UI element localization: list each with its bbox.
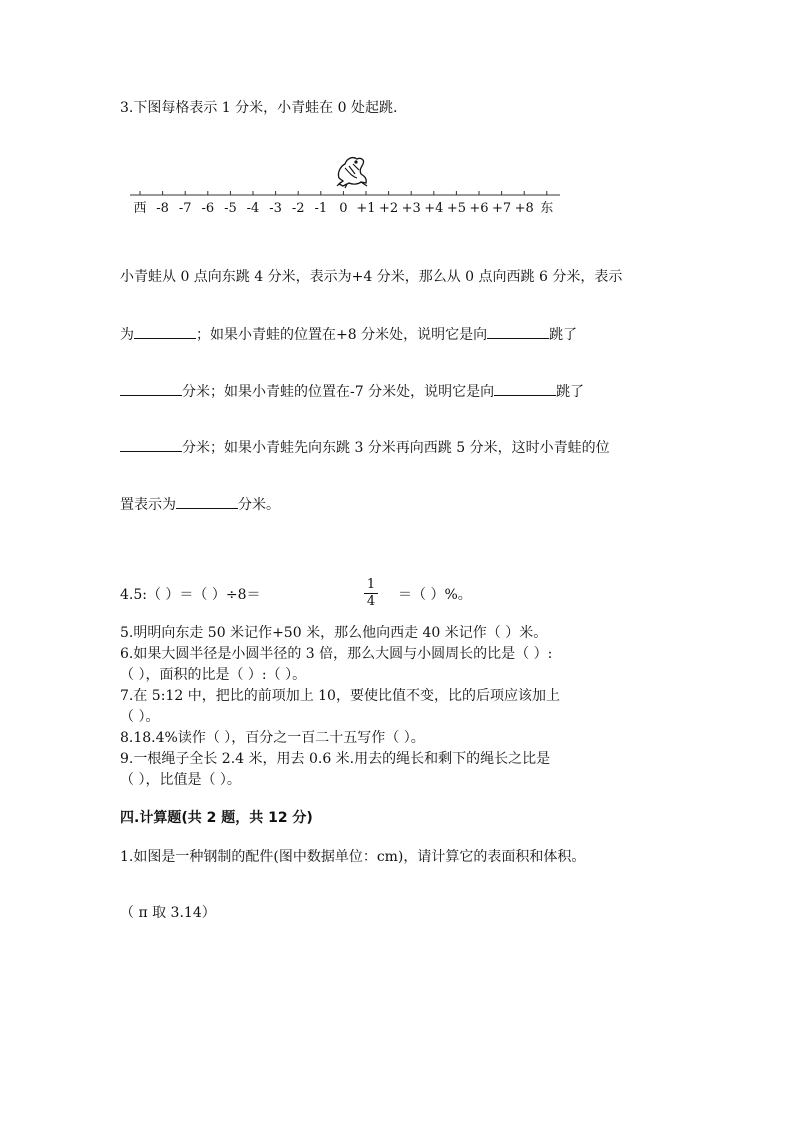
number-line-label: -6 [201,201,215,216]
q3-line4 [120,438,610,457]
section-heading: 四.计算题(共 2 题，共 12 分) [120,810,313,826]
q3-line3-end: 跳了 [556,384,585,400]
frog-icon [337,158,367,188]
q3-line5-start: 置表示为 [120,497,176,513]
calc-q1: 1.如图是一种钢制的配件(图中数据单位：cm)，请计算它的表面积和体积。 [120,849,586,865]
fraction-one-quarter [364,578,378,609]
number-line-label: 西 [133,201,147,216]
number-line-label: -5 [224,201,237,216]
number-line-label: -1 [314,201,328,216]
q5: 5.明明向东走 50 米记作+50 米，那么他向西走 40 米记作（ ）米。 [120,625,548,641]
answer-blank-3[interactable] [120,382,182,396]
number-line-label: -2 [291,201,305,216]
q3-line4-text: 分米；如果小青蛙先向东跳 3 分米再向西跳 5 分米，这时小青蛙的位 [182,440,610,456]
number-line-label: +4 [424,201,444,216]
number-line-label: -3 [269,201,282,216]
number-line-label: +6 [469,201,489,216]
q3-line2 [120,325,577,344]
q3-line2-start: 为 [120,327,134,343]
q7-line2: （ ）。 [120,709,160,725]
q3-line3-mid: 分米；如果小青蛙的位置在-7 分米处，说明它是向 [182,384,495,400]
q3-line5 [120,495,280,514]
number-line-label: 东 [540,201,554,216]
q3-line5-end: 分米。 [238,497,280,513]
q7-line1: 7.在 5:12 中，把比的前项加上 10，要使比值不变，比的后项应该加上 [120,688,560,704]
q3-line1: 小青蛙从 0 点向东跳 4 分米，表示为+4 分米，那么从 0 点向西跳 6 分米，表示 [120,269,623,285]
number-line-label: +3 [401,201,421,216]
fraction-denominator: 4 [366,594,376,609]
number-line-label: +1 [356,201,376,216]
q3-line3 [120,382,584,401]
number-line-label: -7 [178,201,192,216]
q4-part2: ＝（ ）%。 [398,587,472,603]
answer-blank-2[interactable] [487,325,549,339]
q3-intro: 3.下图每格表示 1 分米，小青蛙在 0 处起跳. [120,100,398,116]
q4-part1: 4.5:（ ）＝（ ）÷8＝ [120,587,261,603]
fraction-numerator: 1 [366,577,376,592]
answer-blank-1[interactable] [134,325,196,339]
number-line-label: +2 [379,201,399,216]
q3-line2-mid: ；如果小青蛙的位置在+8 分米处，说明它是向 [196,327,488,343]
number-line-label: +8 [514,201,534,216]
number-line-label: +7 [492,201,512,216]
q9-line2: （ ），比值是（ ）。 [120,772,241,788]
answer-blank-4[interactable] [494,382,556,396]
answer-blank-5[interactable] [120,438,182,452]
calc-q1-note: （ π 取 3.14） [120,905,216,921]
number-line-label: -4 [246,201,260,216]
q3-line2-end: 跳了 [549,327,578,343]
number-line-label: +5 [446,201,466,216]
q6-line1: 6.如果大圆半径是小圆半径的 3 倍，那么大圆与小圆周长的比是（ ）: [120,646,553,662]
q8: 8.18.4%读作（ ），百分之一百二十五写作（ ）。 [120,730,425,746]
q9-line1: 9.一根绳子全长 2.4 米，用去 0.6 米.用去的绳长和剩下的绳长之比是 [120,751,551,767]
number-line [120,150,570,225]
answer-blank-6[interactable] [176,495,238,509]
number-line-label: 0 [339,201,348,216]
number-line-label: -8 [156,201,169,216]
q6-line2: （ ），面积的比是（ ）:（ ）。 [120,667,307,683]
